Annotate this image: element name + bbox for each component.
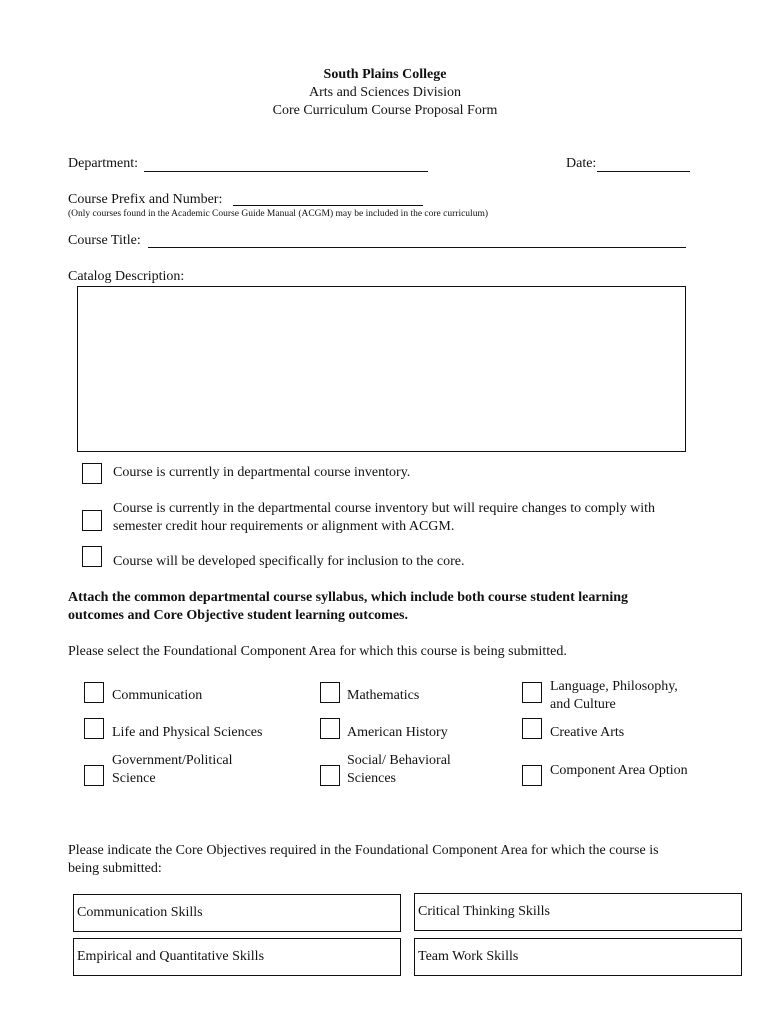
objectives-prompt-line1: Please indicate the Core Objectives required in the Foundational Component Area for which the course is <box>68 843 659 858</box>
objective-empirical-quantitative-label: Empirical and Quantitative Skills <box>77 949 265 964</box>
option-in-inventory: Course is currently in departmental course inventory. <box>113 465 411 480</box>
checkbox-in-inventory[interactable] <box>82 463 102 484</box>
component-social-line1: Social/ Behavioral <box>347 753 451 768</box>
college-name: South Plains College <box>323 67 447 82</box>
checkbox-government[interactable] <box>84 765 104 786</box>
option-requires-changes-line1: Course is currently in the departmental course inventory but will require changes to comply with <box>113 501 655 516</box>
component-government-line1: Government/Political <box>112 753 233 768</box>
checkbox-life-physical[interactable] <box>84 718 104 739</box>
date-field[interactable] <box>597 171 690 172</box>
checkbox-communication[interactable] <box>84 682 104 703</box>
component-language-line2: and Culture <box>550 697 616 712</box>
component-mathematics: Mathematics <box>347 688 420 703</box>
component-prompt: Please select the Foundational Component Area for which this course is being submitted. <box>68 644 567 659</box>
checkbox-new-course[interactable] <box>82 546 102 567</box>
acgm-note: (Only courses found in the Academic Course Guide Manual (ACGM) may be included in the core curriculum) <box>68 209 488 219</box>
department-label: Department: <box>68 156 138 171</box>
catalog-description-label: Catalog Description: <box>68 269 185 284</box>
option-new-course: Course will be developed specifically for inclusion to the core. <box>113 554 465 569</box>
attach-note-line1: Attach the common departmental course syllabus, which include both course student learning <box>68 590 629 605</box>
objectives-prompt-line2: being submitted: <box>68 861 162 876</box>
component-life-physical: Life and Physical Sciences <box>112 725 263 740</box>
objective-team-work-label: Team Work Skills <box>418 949 519 964</box>
objective-communication-skills[interactable] <box>73 894 401 932</box>
component-social-line2: Sciences <box>347 771 396 786</box>
component-language-line1: Language, Philosophy, <box>550 679 678 694</box>
objective-critical-thinking[interactable] <box>414 893 742 931</box>
catalog-description-box[interactable] <box>77 286 686 452</box>
course-title-field[interactable] <box>148 247 686 248</box>
course-title-label: Course Title: <box>68 233 141 248</box>
component-area-option: Component Area Option <box>550 763 688 778</box>
checkbox-american-history[interactable] <box>320 718 340 739</box>
objective-empirical-quantitative[interactable] <box>73 938 401 976</box>
division-name: Arts and Sciences Division <box>308 85 462 100</box>
date-label: Date: <box>566 156 597 171</box>
checkbox-language[interactable] <box>522 682 542 703</box>
objective-communication-skills-label: Communication Skills <box>77 905 203 920</box>
checkbox-mathematics[interactable] <box>320 682 340 703</box>
objective-team-work[interactable] <box>414 938 742 976</box>
component-american-history: American History <box>347 725 448 740</box>
checkbox-creative-arts[interactable] <box>522 718 542 739</box>
component-government-line2: Science <box>112 771 156 786</box>
checkbox-social-behavioral[interactable] <box>320 765 340 786</box>
attach-note-line2: outcomes and Core Objective student learning outcomes. <box>68 608 408 623</box>
option-requires-changes-line2: semester credit hour requirements or alignment with ACGM. <box>113 519 455 534</box>
department-field[interactable] <box>144 171 428 172</box>
component-creative-arts: Creative Arts <box>550 725 625 740</box>
course-prefix-label: Course Prefix and Number: <box>68 192 223 207</box>
form-title: Core Curriculum Course Proposal Form <box>272 103 498 118</box>
objective-critical-thinking-label: Critical Thinking Skills <box>418 904 550 919</box>
checkbox-component-option[interactable] <box>522 765 542 786</box>
checkbox-requires-changes[interactable] <box>82 510 102 531</box>
component-communication: Communication <box>112 688 203 703</box>
course-prefix-field[interactable] <box>233 205 423 206</box>
